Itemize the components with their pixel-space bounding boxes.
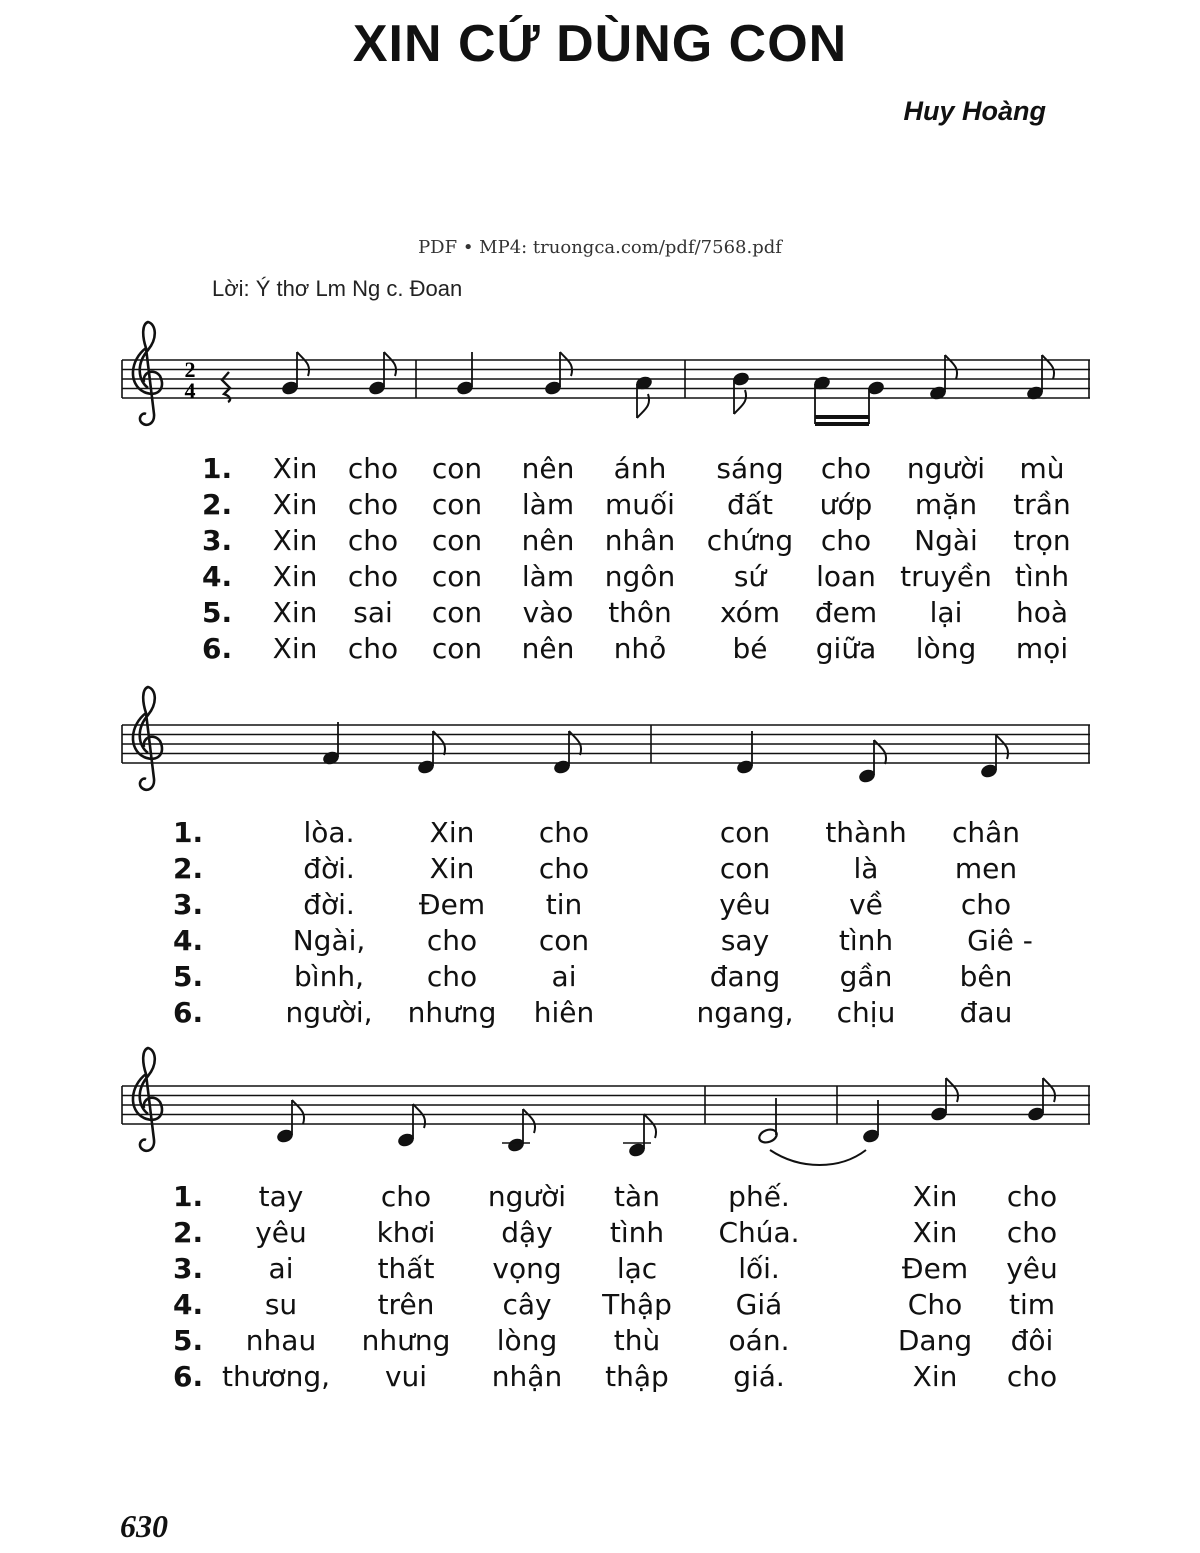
staff-system-3	[122, 1086, 1090, 1124]
lyric-syllable: con	[538, 924, 590, 957]
verse-row	[0, 1180, 1200, 1216]
lyric-syllable: sai	[353, 596, 393, 629]
lyric-syllable: Đem	[418, 888, 486, 921]
lyric-syllable: bé	[732, 632, 768, 665]
lyric-syllable: Xin	[272, 452, 318, 485]
lyric-syllable: con	[719, 852, 771, 885]
lyric-syllable: yêu	[255, 1216, 307, 1249]
lyric-syllable: vào	[522, 596, 574, 629]
verse-number: 3.	[173, 888, 204, 921]
lyric-syllable: bình,	[294, 960, 364, 993]
lyric-syllable: thương,	[221, 1360, 331, 1393]
lyric-syllable: người	[906, 452, 986, 485]
lyric-syllable: làm	[521, 560, 575, 593]
lyric-syllable: phế.	[728, 1180, 790, 1213]
verse-number: 2.	[173, 1216, 204, 1249]
lyric-syllable: giữa	[815, 632, 877, 665]
lyric-syllable: lối.	[738, 1252, 780, 1285]
lyric-syllable: cho	[538, 816, 590, 849]
lyric-syllable: thù	[613, 1324, 661, 1357]
song-title: XIN CỨ DÙNG CON	[352, 15, 848, 73]
treble-clef-icon	[133, 322, 162, 425]
verse-number: 1.	[202, 452, 233, 485]
lyric-syllable: tình	[838, 924, 894, 957]
lyric-syllable: đời.	[303, 888, 355, 921]
lyric-syllable: nhưng	[407, 996, 497, 1029]
lyric-syllable: say	[720, 924, 770, 957]
page-number: 630	[120, 1508, 168, 1544]
lyric-syllable: tình	[1014, 560, 1070, 593]
verse-number: 3.	[173, 1252, 204, 1285]
lyric-syllable: đời.	[303, 852, 355, 885]
lyric-syllable: loan	[816, 560, 876, 593]
source-link[interactable]: PDF • MP4: truongca.com/pdf/7568.pdf	[418, 237, 782, 258]
lyric-syllable: Ngài	[914, 524, 978, 557]
lyric-syllable: yêu	[1006, 1252, 1058, 1285]
lyric-syllable: Xin	[912, 1360, 958, 1393]
verse-number: 1.	[173, 1180, 204, 1213]
lyric-syllable: nên	[521, 524, 575, 557]
verse-number: 6.	[202, 632, 233, 665]
treble-clef-icon	[133, 1048, 162, 1151]
lyric-syllable: giá.	[733, 1360, 785, 1393]
lyric-syllable: đôi	[1010, 1324, 1054, 1357]
lyric-syllable: nhưng	[361, 1324, 451, 1357]
verse-row	[0, 1252, 1200, 1288]
verse-row	[0, 924, 1200, 960]
lyric-syllable: cho	[1006, 1180, 1058, 1213]
lyric-syllable: về	[849, 888, 883, 921]
lyric-syllable: vọng	[492, 1252, 562, 1285]
verse-number: 2.	[173, 852, 204, 885]
lyric-syllable: Xin	[272, 488, 318, 521]
composer-name: Huy Hoàng	[903, 96, 1046, 126]
verse-row	[0, 524, 1200, 560]
lyric-syllable: truyền	[900, 560, 992, 593]
lyric-syllable: cho	[426, 960, 478, 993]
lyric-syllable: chứng	[706, 524, 794, 557]
lyric-syllable: cho	[426, 924, 478, 957]
verse-number: 4.	[202, 560, 233, 593]
lyric-syllable: lạc	[616, 1252, 658, 1285]
lyric-syllable: Xin	[272, 524, 318, 557]
lyric-syllable: cho	[820, 524, 872, 557]
svg-text:4: 4	[184, 378, 196, 403]
lyric-syllable: cho	[820, 452, 872, 485]
verse-number: 6.	[173, 1360, 204, 1393]
lyric-syllable: đem	[814, 596, 878, 629]
lyric-syllable: ngôn	[604, 560, 676, 593]
lyric-syllable: Dang	[897, 1324, 973, 1357]
lyric-syllable: ai	[551, 960, 577, 993]
lyric-syllable: người	[487, 1180, 567, 1213]
lyric-syllable: đang	[709, 960, 781, 993]
verse-number: 2.	[202, 488, 233, 521]
lyric-syllable: cho	[380, 1180, 432, 1213]
lyric-syllable: Xin	[272, 632, 318, 665]
lyric-syllable: khơi	[376, 1216, 436, 1249]
verse-row	[0, 1324, 1200, 1360]
svg-text:2: 2	[184, 357, 196, 382]
lyric-syllable: oán.	[728, 1324, 790, 1357]
lyric-syllable: con	[431, 632, 483, 665]
lyric-syllable: men	[954, 852, 1018, 885]
lyric-syllable: mù	[1019, 452, 1065, 485]
lyric-syllable: dậy	[501, 1216, 553, 1249]
lyric-syllable: Xin	[272, 560, 318, 593]
lyric-syllable: Xin	[912, 1216, 958, 1249]
lyric-syllable: cho	[347, 452, 399, 485]
verse-row	[0, 816, 1200, 852]
verse-number: 4.	[173, 924, 204, 957]
lyric-syllable: chân	[951, 816, 1021, 849]
lyric-syllable: ngang,	[696, 996, 794, 1029]
verse-number: 1.	[173, 816, 204, 849]
lyric-syllable: lòng	[915, 632, 977, 665]
lyric-syllable: muối	[605, 488, 675, 521]
lyric-syllable: trần	[1013, 488, 1071, 521]
lyric-syllable: hoà	[1015, 596, 1069, 629]
verse-row	[0, 852, 1200, 888]
lyric-syllable: Xin	[912, 1180, 958, 1213]
lyric-syllable: cho	[347, 488, 399, 521]
lyric-syllable: đau	[959, 996, 1013, 1029]
lyric-syllable: nên	[521, 632, 575, 665]
lyric-syllable: con	[431, 596, 483, 629]
lyric-syllable: Giá	[735, 1288, 783, 1321]
lyric-syllable: cho	[347, 632, 399, 665]
lyric-syllable: ánh	[613, 452, 667, 485]
lyric-syllable: cho	[538, 852, 590, 885]
lyric-syllable: con	[719, 816, 771, 849]
lyric-syllable: Xin	[429, 816, 475, 849]
verse-row	[0, 560, 1200, 596]
lyric-syllable: mặn	[914, 488, 978, 521]
verse-row	[0, 1288, 1200, 1324]
lyric-syllable: Xin	[429, 852, 475, 885]
lyric-syllable: làm	[521, 488, 575, 521]
treble-clef-icon	[133, 687, 162, 790]
lyric-syllable: vui	[384, 1360, 428, 1393]
lyric-syllable: mọi	[1015, 632, 1069, 665]
lyric-syllable: nhân	[604, 524, 676, 557]
lyric-syllable: bên	[959, 960, 1013, 993]
verse-row	[0, 996, 1200, 1032]
time-signature	[185, 357, 196, 403]
verse-row	[0, 1360, 1200, 1396]
lyric-syllable: lòng	[496, 1324, 558, 1357]
lyric-syllable: thập	[605, 1360, 669, 1393]
lyric-syllable: gần	[839, 960, 893, 993]
verse-number: 3.	[202, 524, 233, 557]
lyric-syllable: con	[431, 524, 483, 557]
lyric-syllable: nhận	[491, 1360, 563, 1393]
lyric-syllable: cho	[1006, 1216, 1058, 1249]
lyric-syllable: con	[431, 488, 483, 521]
lyric-syllable: tay	[258, 1180, 304, 1213]
lyric-syllable: thôn	[608, 596, 672, 629]
lyric-syllable: con	[431, 560, 483, 593]
lyric-syllable: tim	[1008, 1288, 1056, 1321]
lyric-syllable: Cho	[907, 1288, 963, 1321]
verse-row	[0, 596, 1200, 632]
lyric-syllable: cho	[960, 888, 1012, 921]
verse-number: 6.	[173, 996, 204, 1029]
lyric-syllable: tin	[545, 888, 583, 921]
lyric-syllable: trọn	[1013, 524, 1071, 557]
verse-row	[0, 452, 1200, 488]
lyric-syllable: hiên	[533, 996, 595, 1029]
lyric-syllable: cho	[347, 524, 399, 557]
lyric-syllable: tình	[609, 1216, 665, 1249]
lyric-syllable: nhỏ	[613, 632, 667, 665]
verse-number: 4.	[173, 1288, 204, 1321]
lyric-syllable: tàn	[614, 1180, 660, 1213]
lyric-syllable: con	[431, 452, 483, 485]
lyric-syllable: Đem	[901, 1252, 969, 1285]
lyric-syllable: đất	[727, 488, 773, 521]
lyric-syllable: Ngài,	[292, 924, 366, 957]
lyric-syllable: người,	[285, 996, 373, 1029]
lyric-syllable: su	[264, 1288, 298, 1321]
lyricist-credit: Lời: Ý thơ Lm Ng c. Đoan	[212, 276, 463, 301]
lyric-syllable: sáng	[716, 452, 784, 485]
lyric-syllable: là	[853, 852, 879, 885]
verse-number: 5.	[173, 1324, 204, 1357]
verse-number: 5.	[202, 596, 233, 629]
verse-row	[0, 488, 1200, 524]
lyric-syllable: cho	[347, 560, 399, 593]
verse-row	[0, 960, 1200, 996]
lyric-syllable: lòa.	[303, 816, 355, 849]
verse-row	[0, 888, 1200, 924]
staff-system-2	[122, 725, 1090, 763]
lyric-syllable: ai	[268, 1252, 294, 1285]
lyric-syllable: cho	[1006, 1360, 1058, 1393]
lyric-syllable: nhau	[245, 1324, 317, 1357]
lyric-syllable: chịu	[836, 996, 896, 1029]
lyric-syllable: thất	[377, 1252, 435, 1285]
verse-row	[0, 1216, 1200, 1252]
lyric-syllable: yêu	[719, 888, 771, 921]
lyric-syllable: ướp	[819, 488, 873, 521]
lyric-syllable: thành	[825, 816, 907, 849]
lyric-syllable: sứ	[733, 560, 767, 593]
lyric-syllable: Thập	[602, 1288, 672, 1321]
verse-number: 5.	[173, 960, 204, 993]
lyric-syllable: xóm	[719, 596, 781, 629]
lyric-syllable: Giê -	[967, 924, 1033, 957]
lyric-syllable: lại	[929, 596, 963, 629]
verse-row	[0, 632, 1200, 668]
lyric-syllable: Chúa.	[718, 1216, 800, 1249]
lyric-syllable: cây	[502, 1288, 552, 1321]
lyric-syllable: trên	[377, 1288, 435, 1321]
lyric-syllable: Xin	[272, 596, 318, 629]
lyric-syllable: nên	[521, 452, 575, 485]
